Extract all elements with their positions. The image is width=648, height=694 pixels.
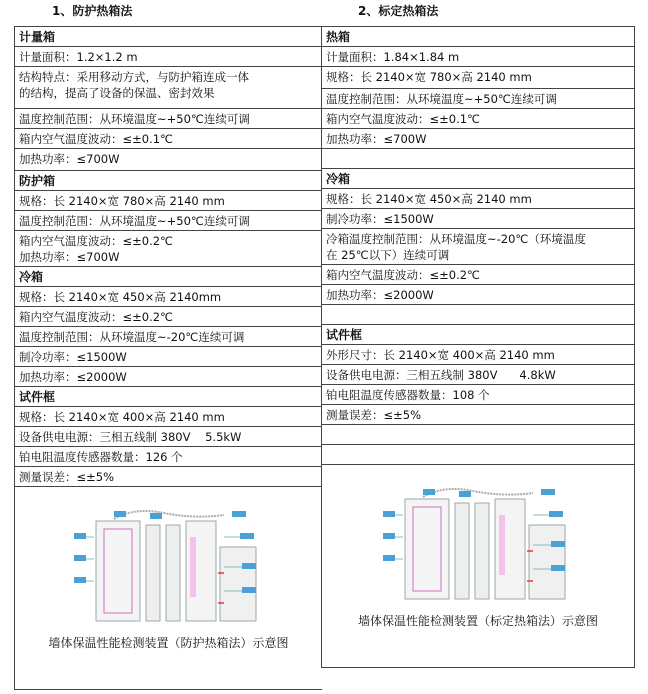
- section-title: 计量箱: [15, 26, 322, 46]
- spec-row: 制冷功率：≤1500W: [322, 208, 634, 228]
- left-spec-table: [14, 26, 322, 690]
- spec-row: 铂电阻温度传感器数量：108 个: [322, 384, 634, 404]
- spec-row: 温度控制范围：从环境温度~-20℃连续可调: [15, 326, 322, 346]
- section-title: 试件框: [15, 386, 322, 406]
- spec-row: 箱内空气温度波动：≤±0.2℃ 加热功率：≤700W: [15, 230, 322, 266]
- section-title: 试件框: [322, 324, 634, 344]
- spec-row: 外形尺寸：长 2140×宽 400×高 2140 mm: [322, 344, 634, 364]
- spec-row: 规格：长 2140×宽 780×高 2140 mm: [322, 66, 634, 88]
- spec-row: 箱内空气温度波动：≤±0.2℃: [15, 306, 322, 326]
- spec-row: [322, 304, 634, 324]
- right-section-heading: 2、标定热箱法: [358, 4, 439, 18]
- spec-row: 温度控制范围：从环境温度~+50℃连续可调: [322, 88, 634, 108]
- apparatus-diagram: [383, 485, 573, 605]
- spec-row: 测量误差：≤±5%: [15, 466, 322, 486]
- spec-row: 计量面积：1.84×1.84 m: [322, 46, 634, 66]
- spec-row: 规格：长 2140×宽 400×高 2140 mm: [15, 406, 322, 426]
- spec-row: [322, 444, 634, 464]
- section-title: 冷箱: [15, 266, 322, 286]
- diagram-caption: 墙体保温性能检测装置（防护热箱法）示意图: [48, 636, 289, 650]
- spec-row: 加热功率：≤2000W: [322, 284, 634, 304]
- section-title: 防护箱: [15, 170, 322, 190]
- diagram-cell: [15, 486, 322, 690]
- left-section-heading: 1、防护热箱法: [52, 4, 133, 18]
- spec-row: 制冷功率：≤1500W: [15, 346, 322, 366]
- diagram-caption: 墙体保温性能检测装置（标定热箱法）示意图: [357, 614, 598, 628]
- spec-row: 温度控制范围：从环境温度~+50℃连续可调: [15, 210, 322, 230]
- spec-row: 铂电阻温度传感器数量：126 个: [15, 446, 322, 466]
- spec-row: 箱内空气温度波动：≤±0.2℃: [322, 264, 634, 284]
- spec-row: 箱内空气温度波动：≤±0.1℃: [322, 108, 634, 128]
- spec-row: 冷箱温度控制范围：从环境温度~-20℃（环境温度 在 25℃以下）连续可调: [322, 228, 634, 264]
- spec-row: 结构特点：采用移动方式，与防护箱连成一体 的结构，提高了设备的保温、密封效果: [15, 66, 322, 108]
- spec-row: [322, 148, 634, 168]
- apparatus-diagram: [74, 507, 264, 627]
- section-title: 冷箱: [322, 168, 634, 188]
- spec-row: 规格：长 2140×宽 450×高 2140mm: [15, 286, 322, 306]
- spec-row: 设备供电电源：三相五线制 380V 5.5kW: [15, 426, 322, 446]
- spec-row: 加热功率：≤2000W: [15, 366, 322, 386]
- section-title: 热箱: [322, 26, 634, 46]
- spec-row: 加热功率：≤700W: [15, 148, 322, 170]
- spec-row: 箱内空气温度波动：≤±0.1℃: [15, 128, 322, 148]
- diagram-cell: [322, 464, 634, 668]
- spec-row: 规格：长 2140×宽 450×高 2140 mm: [322, 188, 634, 208]
- spec-row: [322, 424, 634, 444]
- spec-row: 加热功率：≤700W: [322, 128, 634, 148]
- spec-row: 温度控制范围：从环境温度~+50℃连续可调: [15, 108, 322, 128]
- spec-row: 规格：长 2140×宽 780×高 2140 mm: [15, 190, 322, 210]
- spec-row: 测量误差：≤±5%: [322, 404, 634, 424]
- spec-row: 计量面积：1.2×1.2 m: [15, 46, 322, 66]
- spec-row: 设备供电电源：三相五线制 380V 4.8kW: [322, 364, 634, 384]
- right-spec-table: [321, 26, 635, 668]
